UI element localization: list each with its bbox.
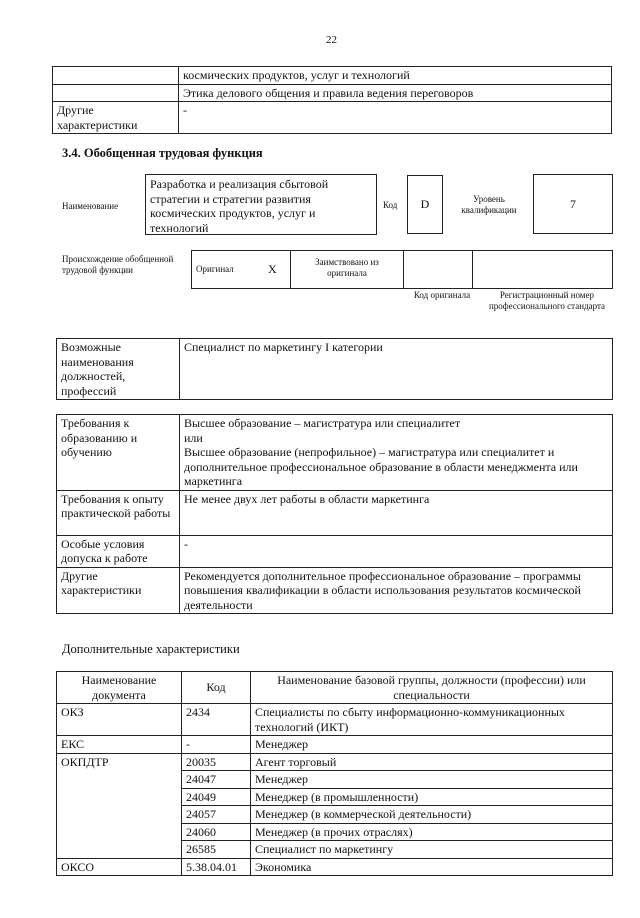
name-cell: Специалисты по сбыту информационно-коммуникационных технологий (ИКТ) xyxy=(251,704,613,736)
name-cell: Менеджер (в прочих отраслях) xyxy=(251,823,613,841)
level-label: Уровень квалификации xyxy=(461,194,517,215)
table-row xyxy=(57,490,613,535)
requirements-value: Рекомендуется дополнительное профессиональное образование – программы повышения квалификации в области использования результатов космической деятельности xyxy=(180,567,613,614)
page-number: 22 xyxy=(326,34,337,46)
requirements-table xyxy=(56,414,613,614)
function-name-box xyxy=(145,174,377,235)
reg-number-caption: Регистрационный номер профессионального стандарта xyxy=(488,290,606,311)
doc-cell: ОКЗ xyxy=(57,704,182,736)
table-row xyxy=(192,251,613,289)
code-cell: 2434 xyxy=(182,704,251,736)
table-row xyxy=(53,84,612,102)
code-cell: 24060 xyxy=(182,823,251,841)
code-cell: 5.38.04.01 xyxy=(182,858,251,876)
original-label: Оригинал xyxy=(192,251,265,289)
table-row xyxy=(57,567,613,614)
requirements-label: Требования к опыту практической работы xyxy=(57,490,180,535)
requirements-label: Особые условия допуска к работе xyxy=(57,535,180,567)
requirements-label: Другие характеристики xyxy=(57,567,180,614)
function-name-value: Разработка и реализация сбытовой стратегии и стратегии развития космических продуктов, услуг и технологий xyxy=(150,177,329,235)
positions-label: Возможные наименования должностей, профессий xyxy=(57,339,180,400)
code-cell: 24057 xyxy=(182,806,251,824)
name-cell: Менеджер xyxy=(251,736,613,754)
code-cell: 24047 xyxy=(182,771,251,789)
additional-table xyxy=(56,671,613,876)
name-cell: Менеджер (в промышленности) xyxy=(251,788,613,806)
reg-number-cell xyxy=(473,251,613,289)
original-mark: X xyxy=(264,251,291,289)
code-original-cell xyxy=(404,251,473,289)
positions-table xyxy=(56,338,613,400)
table-cell xyxy=(53,67,179,85)
table-row xyxy=(57,535,613,567)
origin-table xyxy=(191,250,613,289)
requirements-value: Высшее образование – магистратура или специалитет или Высшее образование (непрофильное) – магистратура или специалитет и дополнительное профессиональное образование в области менеджмента или маркетинга xyxy=(180,415,613,491)
name-cell: Специалист по маркетингу xyxy=(251,841,613,859)
doc-cell: ОКПДТР xyxy=(57,753,182,858)
table-row xyxy=(57,704,613,736)
table-row xyxy=(53,102,612,134)
table-row xyxy=(57,736,613,754)
code-original-caption: Код оригинала xyxy=(413,290,471,300)
table-row xyxy=(53,67,612,85)
column-header: Код xyxy=(182,672,251,704)
borrowed-label: Заимствовано из оригинала xyxy=(291,251,404,289)
additional-title: Дополнительные характеристики xyxy=(62,642,240,656)
positions-value: Специалист по маркетингу I категории xyxy=(180,339,613,400)
code-cell: - xyxy=(182,736,251,754)
code-value: D xyxy=(407,175,443,234)
name-cell: Агент торговый xyxy=(251,753,613,771)
name-cell: Менеджер xyxy=(251,771,613,789)
code-cell: 24049 xyxy=(182,788,251,806)
column-header: Наименование документа xyxy=(57,672,182,704)
table-row xyxy=(57,415,613,491)
table-cell: - xyxy=(179,102,612,134)
table-row xyxy=(57,753,613,771)
table-cell xyxy=(53,84,179,102)
name-label: Наименование xyxy=(62,201,119,211)
origin-label: Происхождение обобщенной трудовой функции xyxy=(62,254,174,275)
requirements-value: - xyxy=(180,535,613,567)
table-cell: космических продуктов, услуг и технологий xyxy=(179,67,612,85)
table-row xyxy=(57,339,613,400)
table-row xyxy=(57,858,613,876)
column-header: Наименование базовой группы, должности (профессии) или специальности xyxy=(251,672,613,704)
table-cell: Другие характеристики xyxy=(53,102,179,134)
doc-cell: ЕКС xyxy=(57,736,182,754)
section-heading: 3.4. Обобщенная трудовая функция xyxy=(62,146,263,160)
code-cell: 20035 xyxy=(182,753,251,771)
requirements-value: Не менее двух лет работы в области маркетинга xyxy=(180,490,613,535)
level-value: 7 xyxy=(533,174,613,234)
requirements-label: Требования к образованию и обучению xyxy=(57,415,180,491)
code-label: Код xyxy=(383,200,398,210)
table-cell: Этика делового общения и правила ведения переговоров xyxy=(179,84,612,102)
top-table xyxy=(52,66,612,134)
table-header-row xyxy=(57,672,613,704)
name-cell: Менеджер (в коммерческой деятельности) xyxy=(251,806,613,824)
doc-cell: ОКСО xyxy=(57,858,182,876)
name-cell: Экономика xyxy=(251,858,613,876)
code-cell: 26585 xyxy=(182,841,251,859)
